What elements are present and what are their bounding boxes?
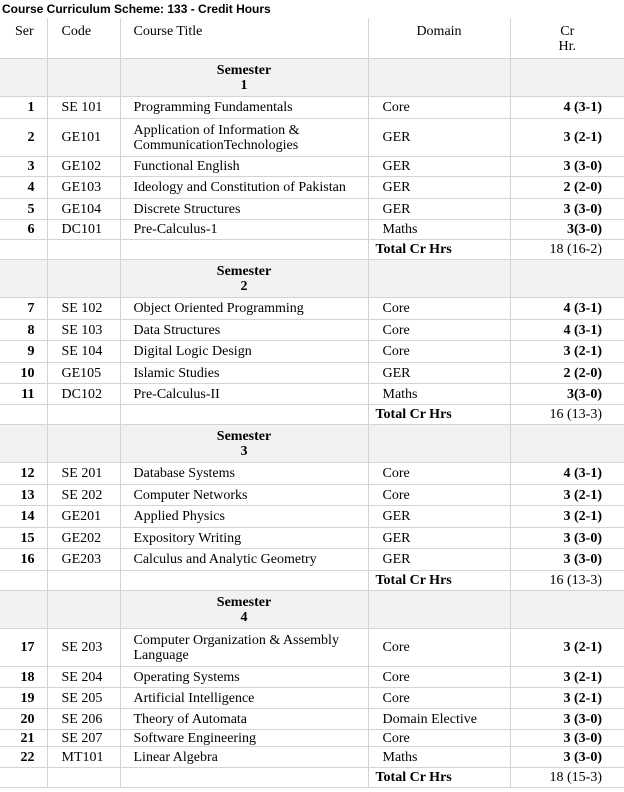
semester-blank-cell (47, 425, 120, 463)
course-code: GE102 (47, 157, 120, 177)
course-code: GE104 (47, 199, 120, 220)
course-domain: Maths (368, 747, 510, 768)
total-blank-cell (120, 240, 368, 260)
course-credit-hours: 3 (2-1) (510, 341, 624, 363)
semester-header-row (0, 591, 624, 629)
course-ser: 6 (0, 220, 47, 240)
document-heading: Course Curriculum Scheme: 133 - Credit Hours (2, 2, 271, 16)
course-credit-hours: 3 (3-0) (510, 747, 624, 768)
course-credit-hours: 3 (2-1) (510, 667, 624, 688)
total-blank-cell (0, 405, 47, 425)
total-credit-hours: 18 (16-2) (510, 240, 624, 260)
semester-blank-cell (47, 260, 120, 298)
total-blank-cell (47, 240, 120, 260)
curriculum-table-body (0, 18, 624, 788)
semester-label (120, 260, 368, 298)
semester-blank-cell (368, 260, 510, 298)
semester-label-word: Semester (216, 595, 272, 610)
course-row (0, 177, 624, 199)
course-ser: 3 (0, 157, 47, 177)
course-row (0, 363, 624, 384)
course-row (0, 220, 624, 240)
course-code: SE 201 (47, 463, 120, 485)
course-credit-hours: 2 (2-0) (510, 363, 624, 384)
course-title: Functional English (120, 157, 368, 177)
course-title: Object Oriented Programming (120, 298, 368, 320)
course-ser: 13 (0, 485, 47, 506)
course-code: GE105 (47, 363, 120, 384)
total-blank-cell (0, 240, 47, 260)
course-domain: GER (368, 363, 510, 384)
course-ser: 20 (0, 709, 47, 730)
total-label: Total Cr Hrs (368, 240, 510, 260)
course-code: SE 202 (47, 485, 120, 506)
course-code: SE 204 (47, 667, 120, 688)
total-label: Total Cr Hrs (368, 768, 510, 788)
semester-total-row (0, 405, 624, 425)
course-credit-hours: 2 (2-0) (510, 177, 624, 199)
course-ser: 16 (0, 549, 47, 571)
col-header-cr (510, 18, 624, 59)
course-domain: GER (368, 157, 510, 177)
course-code: GE201 (47, 506, 120, 528)
course-title: Discrete Structures (120, 199, 368, 220)
semester-total-row (0, 768, 624, 788)
course-row (0, 119, 624, 157)
total-blank-cell (120, 405, 368, 425)
col-header-ser: Ser (0, 18, 47, 59)
course-row (0, 528, 624, 549)
semester-blank-cell (510, 425, 624, 463)
course-code: SE 102 (47, 298, 120, 320)
semester-blank-cell (510, 260, 624, 298)
course-row (0, 747, 624, 768)
course-domain: GER (368, 528, 510, 549)
course-code: SE 103 (47, 320, 120, 341)
course-row (0, 341, 624, 363)
course-ser: 11 (0, 384, 47, 405)
course-code: SE 206 (47, 709, 120, 730)
course-code: GE103 (47, 177, 120, 199)
course-title: Operating Systems (120, 667, 368, 688)
course-credit-hours: 3 (2-1) (510, 629, 624, 667)
semester-label-word: Semester (216, 63, 272, 78)
course-row (0, 298, 624, 320)
course-ser: 18 (0, 667, 47, 688)
course-code: GE203 (47, 549, 120, 571)
course-domain: Core (368, 730, 510, 747)
course-domain: GER (368, 119, 510, 157)
semester-label-word: Semester (216, 429, 272, 444)
col-header-cr-line1: Cr (560, 24, 575, 39)
course-code: MT101 (47, 747, 120, 768)
semester-label-number: 3 (240, 444, 248, 459)
course-title: Programming Fundamentals (120, 97, 368, 119)
total-blank-cell (47, 571, 120, 591)
semester-label (120, 59, 368, 97)
total-label: Total Cr Hrs (368, 571, 510, 591)
course-title: Theory of Automata (120, 709, 368, 730)
course-ser: 14 (0, 506, 47, 528)
course-ser: 9 (0, 341, 47, 363)
course-ser: 22 (0, 747, 47, 768)
course-title: Islamic Studies (120, 363, 368, 384)
semester-label-number: 1 (240, 78, 248, 93)
semester-header-row (0, 59, 624, 97)
course-credit-hours: 3 (3-0) (510, 709, 624, 730)
col-header-domain: Domain (368, 18, 510, 59)
course-title: Applied Physics (120, 506, 368, 528)
course-code: GE202 (47, 528, 120, 549)
course-credit-hours: 3 (3-0) (510, 528, 624, 549)
course-domain: Core (368, 463, 510, 485)
course-domain: Core (368, 341, 510, 363)
col-header-cr-line2: Hr. (558, 39, 576, 54)
course-ser: 7 (0, 298, 47, 320)
semester-blank-cell (368, 591, 510, 629)
course-domain: Maths (368, 384, 510, 405)
course-title: Expository Writing (120, 528, 368, 549)
course-row (0, 485, 624, 506)
course-credit-hours: 3 (2-1) (510, 485, 624, 506)
total-label: Total Cr Hrs (368, 405, 510, 425)
course-row (0, 157, 624, 177)
course-domain: Core (368, 298, 510, 320)
course-domain: GER (368, 177, 510, 199)
course-title: Ideology and Constitution of Pakistan (120, 177, 368, 199)
course-credit-hours: 3(3-0) (510, 220, 624, 240)
course-domain: Core (368, 629, 510, 667)
total-blank-cell (120, 768, 368, 788)
course-credit-hours: 3 (2-1) (510, 506, 624, 528)
semester-blank-cell (47, 59, 120, 97)
curriculum-table (0, 18, 624, 788)
course-domain: Domain Elective (368, 709, 510, 730)
course-code: GE101 (47, 119, 120, 157)
course-title: Digital Logic Design (120, 341, 368, 363)
course-credit-hours: 3 (3-0) (510, 730, 624, 747)
semester-blank-cell (47, 591, 120, 629)
course-credit-hours: 4 (3-1) (510, 320, 624, 341)
semester-blank-cell (368, 59, 510, 97)
course-code: SE 101 (47, 97, 120, 119)
course-title: Software Engineering (120, 730, 368, 747)
course-ser: 10 (0, 363, 47, 384)
course-ser: 17 (0, 629, 47, 667)
col-header-code: Code (47, 18, 120, 59)
total-credit-hours: 16 (13-3) (510, 405, 624, 425)
semester-blank-cell (510, 59, 624, 97)
col-header-title: Course Title (120, 18, 368, 59)
semester-total-row (0, 571, 624, 591)
course-row (0, 97, 624, 119)
course-domain: GER (368, 199, 510, 220)
header-row (0, 18, 624, 59)
course-domain: GER (368, 506, 510, 528)
course-row (0, 506, 624, 528)
total-blank-cell (47, 768, 120, 788)
course-ser: 8 (0, 320, 47, 341)
course-title: Computer Networks (120, 485, 368, 506)
course-ser: 12 (0, 463, 47, 485)
semester-label (120, 591, 368, 629)
semester-blank-cell (0, 59, 47, 97)
total-blank-cell (0, 571, 47, 591)
course-row (0, 199, 624, 220)
course-row (0, 667, 624, 688)
course-credit-hours: 3 (2-1) (510, 688, 624, 709)
course-title: Data Structures (120, 320, 368, 341)
semester-header-row (0, 425, 624, 463)
course-title: Pre-Calculus-II (120, 384, 368, 405)
course-domain: GER (368, 549, 510, 571)
course-credit-hours: 4 (3-1) (510, 463, 624, 485)
course-ser: 21 (0, 730, 47, 747)
semester-blank-cell (368, 425, 510, 463)
semester-total-row (0, 240, 624, 260)
course-domain: Core (368, 485, 510, 506)
course-ser: 5 (0, 199, 47, 220)
course-credit-hours: 3 (2-1) (510, 119, 624, 157)
semester-blank-cell (0, 260, 47, 298)
course-ser: 19 (0, 688, 47, 709)
course-row (0, 629, 624, 667)
semester-label-number: 2 (240, 279, 248, 294)
course-code: SE 207 (47, 730, 120, 747)
total-credit-hours: 16 (13-3) (510, 571, 624, 591)
course-code: DC102 (47, 384, 120, 405)
course-credit-hours: 4 (3-1) (510, 97, 624, 119)
course-row (0, 709, 624, 730)
semester-header-row (0, 260, 624, 298)
course-domain: Maths (368, 220, 510, 240)
course-row (0, 463, 624, 485)
total-blank-cell (47, 405, 120, 425)
course-title: Calculus and Analytic Geometry (120, 549, 368, 571)
course-credit-hours: 3 (3-0) (510, 199, 624, 220)
course-row (0, 730, 624, 747)
course-code: SE 104 (47, 341, 120, 363)
course-credit-hours: 3 (3-0) (510, 549, 624, 571)
course-domain: Core (368, 97, 510, 119)
course-code: DC101 (47, 220, 120, 240)
course-title: Application of Information & CommunicationTechnologies (120, 119, 368, 157)
total-blank-cell (0, 768, 47, 788)
total-blank-cell (120, 571, 368, 591)
total-credit-hours: 18 (15-3) (510, 768, 624, 788)
course-row (0, 320, 624, 341)
course-domain: Core (368, 320, 510, 341)
semester-blank-cell (0, 591, 47, 629)
semester-label-word: Semester (216, 264, 272, 279)
course-code: SE 205 (47, 688, 120, 709)
semester-blank-cell (0, 425, 47, 463)
course-title: Linear Algebra (120, 747, 368, 768)
course-ser: 1 (0, 97, 47, 119)
course-code: SE 203 (47, 629, 120, 667)
semester-blank-cell (510, 591, 624, 629)
course-row (0, 384, 624, 405)
course-title: Pre-Calculus-1 (120, 220, 368, 240)
course-credit-hours: 3(3-0) (510, 384, 624, 405)
course-ser: 4 (0, 177, 47, 199)
course-ser: 15 (0, 528, 47, 549)
course-title: Database Systems (120, 463, 368, 485)
course-row (0, 549, 624, 571)
course-domain: Core (368, 667, 510, 688)
course-domain: Core (368, 688, 510, 709)
course-credit-hours: 4 (3-1) (510, 298, 624, 320)
course-title: Computer Organization & Assembly Language (120, 629, 368, 667)
course-credit-hours: 3 (3-0) (510, 157, 624, 177)
semester-label-number: 4 (240, 610, 248, 625)
course-row (0, 688, 624, 709)
course-ser: 2 (0, 119, 47, 157)
course-title: Artificial Intelligence (120, 688, 368, 709)
semester-label (120, 425, 368, 463)
